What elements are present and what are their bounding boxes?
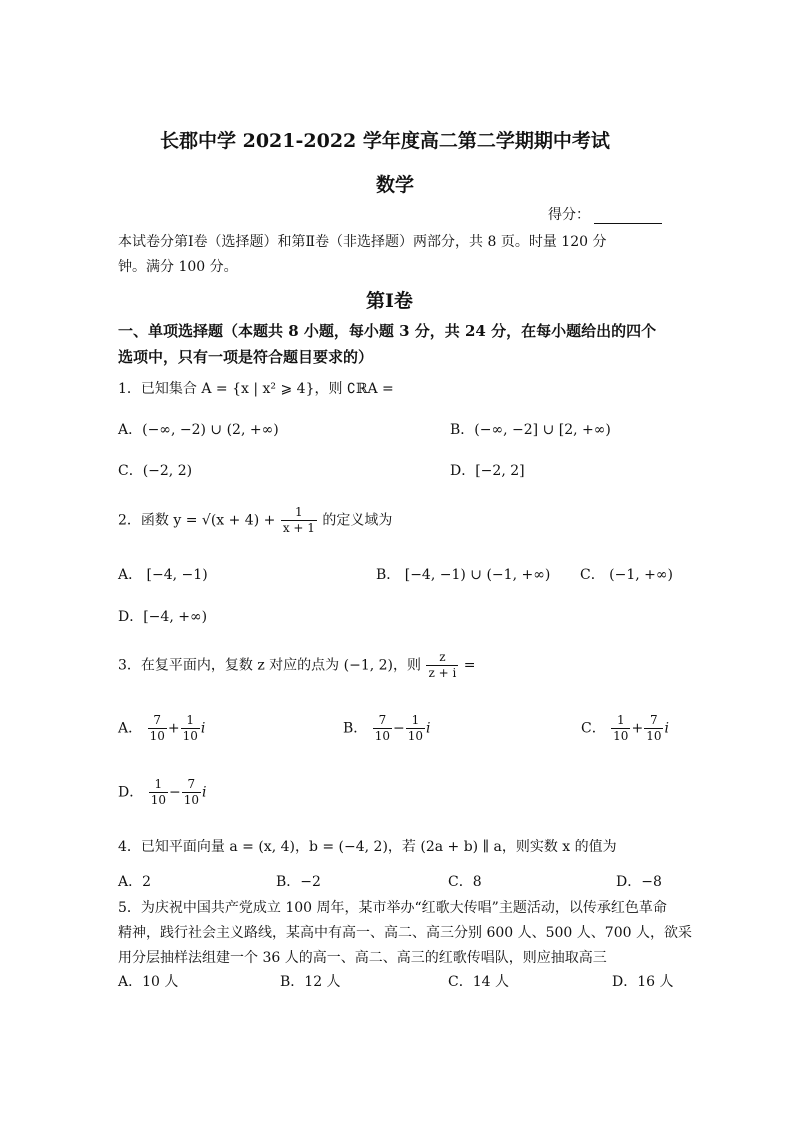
q3-d-i: i [201,784,207,801]
q3-d-label: D． [118,784,144,801]
q3-d-frac-2 [182,777,201,808]
q3-c-op: + [631,720,644,737]
q3-a-n2: 1 [181,713,200,729]
score-label: 得分： [548,207,590,223]
q3-b-label: B． [343,720,368,737]
q3-stem-text: 3．在复平面内，复数 z 对应的点为 (−1, 2)，则 [118,657,422,674]
q3-a-i: i [200,720,206,737]
q3-b-frac-2 [406,713,425,744]
q3-b-n1: 7 [373,713,392,729]
q2-stem [118,505,392,536]
q5-option-c: C．14 人 [448,974,509,990]
intro-line-2: 钟。满分 100 分。 [118,259,238,275]
q3-d-n2: 7 [182,777,201,793]
exam-title: 长郡中学 2021-2022 学年度高二第二学期期中考试 [160,130,610,152]
q2-option-b: B． [−4, −1) ∪ (−1, +∞) [376,567,551,583]
q3-c-frac-1 [611,713,630,744]
q3-stem [118,650,476,681]
q4-option-d: D．−8 [616,874,662,890]
q3-c-n2: 7 [644,713,663,729]
q4-option-b: B．−2 [276,874,321,890]
q1-stem: 1．已知集合 A = {x | x² ⩾ 4}，则 ∁ℝA = [118,381,394,397]
q3-b-frac-1 [373,713,392,744]
q2-fraction [281,505,317,536]
q1-option-d: D．[−2, 2] [450,463,525,479]
q2-stem-tail: 的定义域为 [322,512,393,529]
q5-line-1: 5．为庆祝中国共产党成立 100 周年，某市举办“红歌大传唱”主题活动，以传承红色革命 [118,900,667,916]
q3-c-frac-2 [644,713,663,744]
q3-b-d1: 10 [374,729,391,743]
q3-a-frac-1 [148,713,167,744]
q3-stem-tail: = [463,657,476,674]
q5-option-b: B．12 人 [280,974,341,990]
q2-option-d: D．[−4, +∞) [118,609,208,625]
q1-option-c: C．(−2, 2) [118,463,193,479]
q3-a-label: A． [118,720,143,737]
q5-line-3: 用分层抽样法组建一个 36 人的高一、高二、高三的红歌传唱队，则应抽取高三 [118,950,607,966]
q1-option-b: B．(−∞, −2] ∪ [2, +∞) [450,422,611,438]
q3-a-op: + [167,720,180,737]
q3-d-d1: 10 [150,793,166,807]
q3-b-i: i [426,720,431,737]
q3-a-d2: 10 [182,729,198,743]
q3-c-label: C． [581,720,606,737]
q3-b-op: − [393,720,405,737]
q2-stem-text: 2．函数 y = √(x + 4) + [118,512,276,529]
q4-stem: 4．已知平面向量 a = (x, 4)，b = (−4, 2)，若 (2a + b) ∥ a，则实数 x 的值为 [118,839,617,855]
q3-frac-den: z + i [428,666,457,680]
q5-line-2: 精神，践行社会主义路线，某高中有高一、高二、高三分别 600 人、500 人、700 人，欲采 [118,925,692,941]
intro-line-1: 本试卷分第Ⅰ卷（选择题）和第Ⅱ卷（非选择题）两部分，共 8 页。时量 120 分 [118,234,607,250]
q5-option-d: D．16 人 [612,974,674,990]
q3-d-d2: 10 [183,793,199,807]
q3-c-i: i [664,720,669,737]
q3-b-n2: 1 [406,713,425,729]
q3-frac-num: z [426,650,458,666]
q3-option-d [118,777,206,808]
q2-option-c: C． (−1, +∞) [580,567,674,583]
q3-fraction [426,650,458,681]
q3-c-d2: 10 [646,729,662,743]
q4-option-c: C．8 [448,874,482,890]
q4-option-a: A．2 [118,874,152,890]
q3-option-a [118,713,205,744]
q2-option-a: A． [−4, −1) [118,567,208,583]
section-heading-line-1: 一、单项选择题（本题共 8 小题，每小题 3 分，共 24 分，在每小题给出的四个 [118,322,657,340]
score-field [548,204,662,224]
q5-option-a: A．10 人 [118,974,179,990]
q3-a-frac-2 [181,713,200,744]
q3-b-d2: 10 [407,729,424,743]
q3-d-op: − [168,784,181,801]
volume-heading: 第Ⅰ卷 [366,290,413,312]
score-blank [594,209,662,224]
q3-option-b [343,713,431,744]
q3-a-n1: 7 [148,713,167,729]
section-heading-line-2: 选项中，只有一项是符合题目要求的） [118,348,374,366]
q1-option-a: A．(−∞, −2) ∪ (2, +∞) [118,422,279,438]
q3-c-d1: 10 [613,729,629,743]
q2-frac-num: 1 [281,505,317,521]
q3-d-n1: 1 [149,777,168,793]
q3-option-c [581,713,669,744]
q3-d-frac-1 [149,777,168,808]
subject-title: 数学 [376,174,415,196]
q3-c-n1: 1 [611,713,630,729]
q3-a-d1: 10 [149,729,165,743]
q2-frac-den: x + 1 [282,521,315,535]
